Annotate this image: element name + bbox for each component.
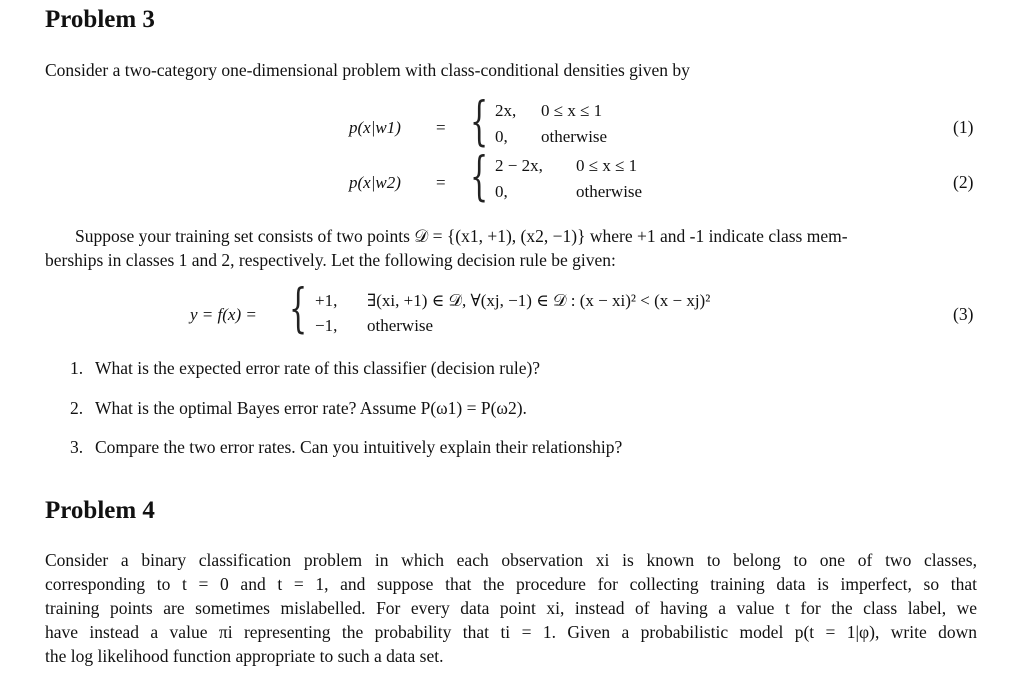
eq2-case2-value: 0, <box>495 182 508 201</box>
problem-3-intro: Consider a two-category one-dimensional problem with class-conditional densities given by <box>45 60 690 80</box>
question-2-number: 2. <box>70 398 84 418</box>
eq1-case2-value: 0, <box>495 127 508 146</box>
problem-4-line-1: Consider a binary classification problem in which each observation xi is known to belong to one of two classes, <box>45 550 977 570</box>
training-set-line-2: berships in classes 1 and 2, respectively. Let the following decision rule be given: <box>45 250 616 270</box>
eq2-case1-value: 2 − 2x, <box>495 156 543 175</box>
eq3-lhs: y = f(x) = <box>190 305 257 324</box>
problem-4-line-2: corresponding to t = 0 and t = 1, and suppose that the procedure for collecting training data is imperfect, so that <box>45 574 977 594</box>
eq2-equals: = <box>436 173 446 192</box>
eq1-number: (1) <box>953 117 974 137</box>
question-1-text: What is the expected error rate of this classifier (decision rule)? <box>95 358 541 378</box>
eq2-lhs: p(x|w2) <box>349 173 401 192</box>
eq2-case1-condition: 0 ≤ x ≤ 1 <box>576 156 638 175</box>
eq1-brace: { <box>470 92 489 152</box>
eq2-number: (2) <box>953 172 974 192</box>
training-set-line-1: Suppose your training set consists of two points 𝒟 = {(x1, +1), (x2, −1)} where +1 and -1 indicate class mem- <box>75 226 848 246</box>
question-2-text: What is the optimal Bayes error rate? Assume P(ω1) = P(ω2). <box>95 398 527 418</box>
problem-4-line-5: the log likelihood function appropriate to such a data set. <box>45 646 444 666</box>
eq3-case2-value: −1, <box>315 316 338 335</box>
eq3-brace: { <box>289 279 308 339</box>
problem-4-line-4: have instead a value πi representing the probability that ti = 1. Given a probabilistic model p(t = 1|φ), write down <box>45 622 977 642</box>
eq1-equals: = <box>436 118 446 137</box>
eq3-case1-condition: ∃(xi, +1) ∈ 𝒟, ∀(xj, −1) ∈ 𝒟 : (x − xi)² < (x − xj)² <box>367 291 711 310</box>
eq1-case1-value: 2x, <box>495 101 517 120</box>
eq2-brace: { <box>470 147 489 207</box>
eq1-lhs: p(x|w1) <box>349 118 401 137</box>
eq3-case1-value: +1, <box>315 291 338 310</box>
eq3-number: (3) <box>953 304 974 324</box>
problem-4-title: Problem 4 <box>45 497 155 524</box>
eq3-case2-condition: otherwise <box>367 316 434 335</box>
problem-3-title: Problem 3 <box>45 6 155 33</box>
question-1-number: 1. <box>70 358 84 378</box>
eq1-case2-condition: otherwise <box>541 127 608 146</box>
question-3-number: 3. <box>70 437 84 457</box>
eq1-case1-condition: 0 ≤ x ≤ 1 <box>541 101 603 120</box>
problem-4-line-3: training points are sometimes mislabelled. For every data point xi, instead of having a value t for the class label, we <box>45 598 977 618</box>
eq2-case2-condition: otherwise <box>576 182 643 201</box>
question-3-text: Compare the two error rates. Can you intuitively explain their relationship? <box>95 437 623 457</box>
